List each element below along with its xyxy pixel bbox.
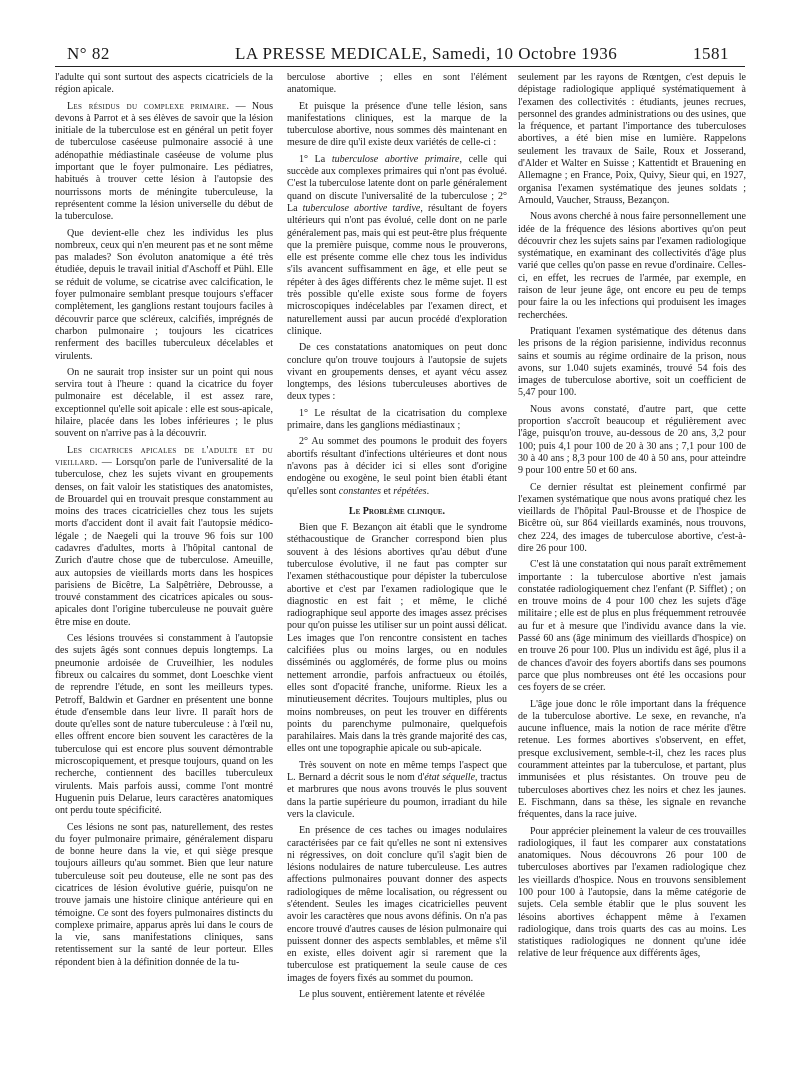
section-heading: Les résidus du complexe primaire.: [67, 100, 230, 112]
paragraph: On ne saurait trop insister sur un point qui nous servira tout à l'heure : quand la cicatrice du foyer pulmonaire est décelable, il est assez rare, exceptionnel qu'elle soit apicale : elle est sous-apicale, hilaire, placée dans les lobes inférieures ; le plus souvent on n'arrive pas à la découvrir.: [55, 366, 273, 440]
paragraph: Les cicatrices apicales de l'adulte et du vieillard. — Lorsqu'on parle de l'universalité de la tuberculose, chez les sujets vivant en groupements denses, on fait valoir les statistiques des anatomistes, de Brouardel qui en trouvait presque constamment au moins des traces cicatricielles chez tous les sujets morts d'accident dont il avait fait l'autopsie médico-légale ; de Naegeli qui la trouve 96 fois sur 100 cadavres d'adultes, morts à l'hôpital cantonal de Zurich d'autre chose que de tuberculose. Ameuille, aux autopsies de vieillards morts dans les hospices parisiens de Bicêtre, La Salpêtrière, Debrousse, a trouvé constamment des cicatrices apicales ou sous-apicales dont l'origine tuberculeuse ne pouvait guère être mise en doute.: [55, 444, 273, 628]
paragraph: Nous avons cherché à nous faire personnellement une idée de la fréquence des lésions abortives qu'on peut découvrir chez les sujets sains par l'examen radiologique systématique, en examinant des collectivités d'âge plus varié que celles qu'on passe en revue d'ordinaire. Celles-ci, en effet, les recrues de l'armée, par exemple, en raison de leur jeune âge, ont encore eu peu de temps pour faire la ou les infections qui produisent les images recherchées.: [518, 211, 746, 321]
paragraph: Le plus souvent, entièrement latente et révélée: [299, 989, 485, 1001]
paragraph: Ce dernier résultat est pleinement confirmé par l'examen systématique que nous avons pratiqué chez les vieillards de l'hôpital Paul-Brousse et de l'hospice de Bicêtre où, sur 864 vieillards examinés, nous trouvons, chez 224, des images de tuberculose abortive, c'est-à-dire 26 pour 100.: [518, 481, 746, 554]
section-heading: Les cicatrices apicales de l'adulte et du vieillard.: [55, 444, 273, 468]
page-number: 1581: [693, 44, 729, 63]
header-rule: [55, 66, 745, 67]
paragraph: Nous avons constaté, d'autre part, que cette proportion s'accroît beaucoup et régulièrement avec l'âge, puisqu'on trouve, au-dessous de 20 ans, 3,2 pour 100; puis 4,1 pour 100 de 20 à 30 ans ; 7,1 pour 100 de 30 à 40 ans ; 8,3 pour 100 de 40 à 50 ans, pour atteindre 9 pour 100 entre 50 et 60 ans.: [518, 403, 746, 477]
paragraph: En présence de ces taches ou images nodulaires caractérisées par ce fait qu'elles ne sont ni extensives ni régressives, on doit conclure qu'il s'agit bien de lésions nodulaires de nature tuberculeuse. Les autres affections pulmonaires pouvant donner des aspects radiologiques de même localisation, ou régressent ou s'étendent. Seules les images cicatricielles peuvent avoir les caractères que nous avons définis. On n'a pas encore trouvé d'autres causes de lésion pulmonaire qui puissent donner des aspects semblables, et même s'il en existe, elles doivent agir si rarement que la tuberculose est pratiquement la seule cause de ces images de foyers fixés au sommet du poumon.: [287, 825, 507, 984]
paragraph: Pratiquant l'examen systématique des détenus dans les prisons de la région parisienne, individus reconnus sains et soumis au régime ordinaire de la prison, nous avons, sur 1.040 sujets examinés, trouvé 54 fois des images de tuberculose abortive, soit un coefficient de 5,47 pour 100.: [518, 325, 746, 399]
section-heading: Le Problème clinique.: [348, 505, 446, 517]
page-header: [55, 44, 745, 66]
column-3: [518, 72, 746, 965]
column-1: [55, 72, 273, 973]
paragraph: C'est là une constatation qui nous paraît extrêmement importante : la tuberculose abortive n'est jamais constatée radiologiquement chez l'enfant (P. Sifflet) ; on en trouve moins de 4 pour 100 chez les sujets d'âge militaire ; elle est de plus en plus fréquemment retrouvée au fur et à mesure que l'individu avance dans la vie. Passé 60 ans (âge minimum des vieillards d'hospice) on en trouve 26 pour 100. Plus un individu est âgé, plus il a de chances d'avoir des foyers abortifs dans ses poumons parce que plus nombreuses ont été les occasions pour ces foyers de se créer.: [518, 559, 746, 694]
paragraph: Les résidus du complexe primaire. — Nous devons à Parrot et à ses élèves de savoir que la lésion initiale de la tuberculose est en général un petit foyer de tuberculose caséeuse pulmonaire associé à une adénopathie médiastinale caséeuse de volume plus important que le foyer pulmonaire. Les pédiatres, habitués à trouver cette lésion à l'autopsie des nourrissons morts de méningite tuberculeuse, la représentent comme la lésion universelle du début de la tuberculose.: [55, 100, 273, 223]
paragraph: Pour apprécier pleinement la valeur de ces trouvailles radiologiques, il faut les comparer aux constatations anatomiques. Nous découvrons 26 pour 100 de tuberculoses abortives par l'examen radiologique chez les vieillards d'hospice. Nous en trouvons sensiblement 100 pour 100 à l'autopsie, dans la même catégorie de sujets. Cela semble établir que le plus souvent les lésoins abortives échappent même à l'examen radiologique, dans trois quarts des cas au moins. Les statistiques radiologiques ne donnent qu'une idée relative de leur fréquence aux différents âges,: [518, 825, 746, 960]
paragraph: Et puisque la présence d'une telle lésion, sans manifestations cliniques, est la marque de la tuberculose abortive, nous sommes dès maintenant en mesure de dire qu'il existe deux variétés de celle-ci :: [287, 100, 507, 149]
column-2: [287, 72, 507, 1005]
paragraph: 2° Au sommet des poumons le produit des foyers abortifs résultant d'infections ultérieures et dont nous n'avons pas à décider ici si elles sont d'origine endogène ou exogène, le seul point bien établi étant qu'elles sont constantes et répétées.: [287, 436, 507, 497]
paragraph: Ces lésions trouvées si constamment à l'autopsie des sujets âgés sont connues depuis longtemps. La pneumonie ardoisée de Cruveilhier, les nodules fibreux ou calcaires du sommet, dont Loeschke vient de reprendre l'étude, en sont les meilleurs types. Petroff, Baldwin et Gardner en présentent une bonne étude d'ensemble dans leur livre. Il paraît hors de doute qu'elles sont de nature tuberculeuse : à l'œil nu, elles offrent encore bien souvent les caractères de la tuberculose qui est encore plus souvent démontrable microscopiquement, et presque toujours, quand on les recherche, contiennent des bacilles tuberculeux virulents. Mais parfois aussi, comme l'ont montré Huguenin puis Delarue, leurs caractères anatomiques ont perdu toute spécificité.: [55, 633, 273, 817]
paragraph: Ces lésions ne sont pas, naturellement, des restes du foyer pulmonaire primaire, généralement disparu de bonne heure dans la vie, et qui siège presque toujours ailleurs qu'au sommet. Bien que leur nature tuberculeuse soit peu douteuse, elle ne sont pas des cicatrices de lésion évolutive guérie, puisqu'on ne trouve jamais une histoire clinique antérieure qui en témoigne. Ce sont des foyers pulmonaires distincts du complexe primaire, apparus après lui dans le cours de la vie, sans manifestations cliniques, sans retentissement sur la santé de leur porteur. Elles répondent bien à la définition donnée de la tu-: [55, 821, 273, 968]
paragraph: Très souvent on note en même temps l'aspect que L. Bernard a décrit sous le nom d'état séquelle, tractus et marbrures que nous avons trouvés le plus souvent dans la partie supérieure du poumon, irradiant du hile vers la clavicule.: [287, 759, 508, 820]
paragraph: l'adulte qui sont surtout des aspects cicatriciels de la région apicale.: [55, 72, 273, 96]
paragraph: Que devient-elle chez les individus les plus nombreux, ceux qui n'en meurent pas et ne sont même pas malades? Son évoluton anatomique a été très étudiée, depuis le travail initial d'Aschoff et Pühl. Elle se réduit de volume, se cicatrise avec calcification, le foyer pulmonaire semblant presque toujours s'effacer complètement, les ganglions restant toujours faciles à découvrir parce que scléreux, calcifiés, imprégnés de charbon pulmonaire ; toujours les cicatrices renferment des bacilles tuberculeux décelables et virulents.: [55, 227, 273, 362]
paragraph: 1° La tuberculose abortive primaire, celle qui succède aux complexes primaires qui n'ont pas évolué. C'est la tuberculose latente dont on parle généralement quand on discute l'universalité de la tuberculose ; 2° La tuberculose abortive tardive, résultant de foyers ultérieurs qui n'ont pas évolué, celle dont on ne parle généralement pas, mais qui est peut-être plus fréquente que la première puisque, comme nous le prouverons, elle est présente comme elle chez tous les individus s'ils avancent suffisamment en âge, et elle peut se répéter à des âges différents chez le même sujet. Il est très possible qu'elle existe sous forme de foyers microscopiques indécelables par l'examen direct, et naturellement aussi par aucun procédé d'exploration clinique.: [287, 153, 507, 337]
paragraph: 1° Le résultat de la cicatrisation du complexe primaire, dans les ganglions médiastinaux ;: [287, 407, 507, 432]
paragraph: De ces constatations anatomiques on peut donc conclure qu'on trouve toujours à l'autopsie de sujets vivant en groupements denses, et ayant vécu assez longtemps, des lésions tuberculeuses abortives de deux types :: [287, 342, 507, 403]
issue-number: N° 82: [67, 44, 110, 63]
journal-title: LA PRESSE MEDICALE, Samedi, 10 Octobre 1936: [235, 44, 618, 63]
paragraph: Bien que F. Bezançon ait établi que le syndrome stéthacoustique de Grancher correspond bien plus souvent à des lésions abortives qu'au début d'une tuberculose évolutive, il ne faut pas compter sur l'examen stéthacoustique pour dépister la tuberculose abortive et c'est par l'examen radiologique que le diagnostic en est fait ; et même, le cliché radiographique seul apporte des images assez précises pour qu'on puisse les utiliser sur un point aussi délicat. Les images que l'on rencontre consistent en taches calcifiées plus ou moins larges, ou en nodules disséminés ou agglomérés, de forme plus ou moins nettement arrondie, parfois anfractueux ou étoilés, elles sont d'opacité franche, uniforme. Rieux les a minutieusement décrites. Toujours multiples, plus ou moins nombreuses, on peut les trouver en différents points du parenchyme pulmonaire, quelquefois parahilaires. Mais dans la très grande majorité des cas, elles ont une topographie apicale ou sub-apicale.: [287, 522, 507, 755]
paragraph: berculose abortive ; elles en sont l'élément anatomique.: [287, 72, 507, 96]
paragraph: seulement par les rayons de Rœntgen, c'est depuis le dépistage radiologique appliqué systématiquement à l'examen des collectivités : étudiants, jeunes recrues, personnel des grandes administrations ou des usines, que la fréquence, et partant l'importance des tuberculoses abortives, a été bien mise en lumière. Rappelons seulement les travaux de Saile, Roux et Josserand, d'Alder et Walter en Suisse ; Kattentidt et Brauening en Allemagne ; en France, Poix, Quivy, Sieur qui, en 1927, organisa l'examen systématique des jeunes soldats ; Arnould, Vaucher, Strauss, Bezançon.: [518, 72, 746, 206]
paragraph: L'âge joue donc le rôle important dans la fréquence de la tuberculose abortive. Le sexe, en revanche, n'a aucune influence, mais la notion de race mérite d'être retenue. Les formes abortives s'observent, en effet, presque exclusivement, semble-t-il, chez les races plus couramment atteintes par la tuberculose, et partant, plus immunisées et plus résistantes. On trouve peu de tuberculoses abortives chez les noirs et chez les jaunes. E. Fischmann, dans sa thèse, les signale en revanche fréquentes, dans la race juive.: [518, 698, 746, 821]
